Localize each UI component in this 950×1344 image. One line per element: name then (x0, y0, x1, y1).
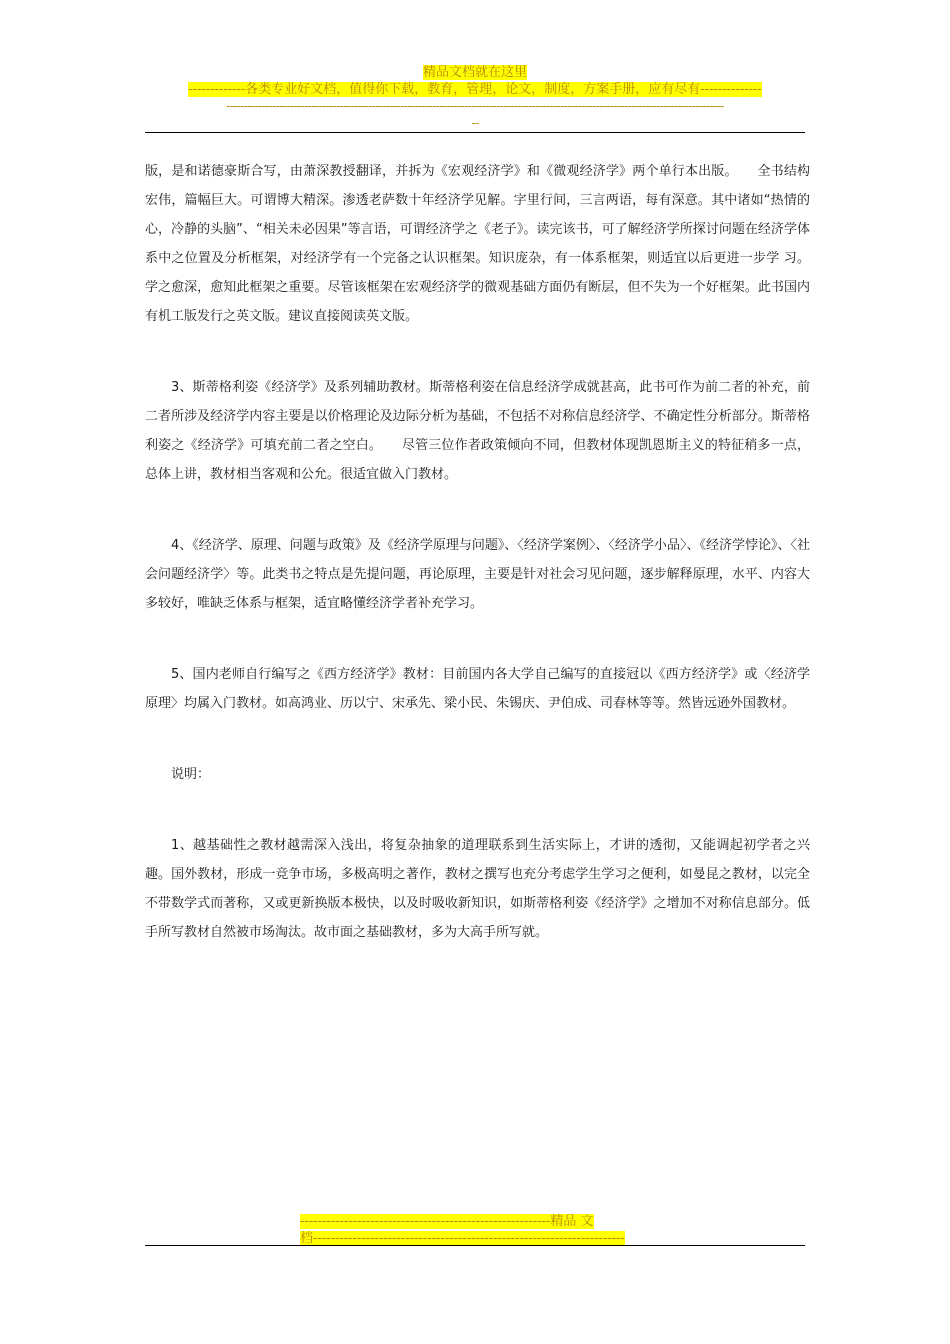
page-footer (300, 1213, 650, 1247)
footer-line-2: 档----------------------------------------------------------------------- (300, 1231, 625, 1246)
header-title: 精品文档就在这里 (422, 65, 527, 80)
paragraph-item-5: 5、国内老师自行编写之《西方经济学》教材：目前国内各大学自己编写的直接冠以《西方经济学》或〈经济学原理〉均属入门教材。如高鸿业、历以宁、宋承先、梁小民、朱锡庆、尹伯成、司春林等等。然皆远逊外国教材。 (145, 667, 810, 711)
page-header (145, 64, 805, 132)
note-heading: 说明： (171, 767, 211, 782)
paragraph-item-3: 3、斯蒂格利姿《经济学》及系列辅助教材。斯蒂格利姿在信息经济学成就甚高，此书可作为前二者的补充，前二者所涉及经济学内容主要是以价格理论及边际分析为基础，不包括不对称信息经济学、不确定性分析部分。斯蒂格利姿之《经济学》可填充前二者之空白。 尽管三位作者政策倾向不同，但教材体现凯恩斯主义的特征稍多一点，总体上讲，教材相当客观和公允。很适宜做入门教材。 (145, 380, 810, 482)
header-dash-line-end: -- (471, 116, 479, 130)
header-subtitle: -------------各类专业好文档，值得你下载，教育，管理，论文，制度，方案手册，应有尽有-------------- (188, 82, 762, 97)
footer-line-1: ---------------------------------------------------------精品 文 (300, 1214, 594, 1229)
note-item-1: 1、越基础性之教材越需深入浅出，将复杂抽象的道理联系到生活实际上，才讲的透彻，又能调起初学者之兴趣。国外教材，形成一竞争市场，多极高明之著作，教材之撰写也充分考虑学生学习之便利，如曼昆之教材，以完全不带数学式而著称，又或更新换版本极快，以及时吸收新知识，如斯蒂格利姿《经济学》之增加不对称信息部分。低手所写教材自然被市场淘汰。故市面之基础教材，多为大高手所写就。 (145, 838, 810, 940)
header-rule (145, 132, 805, 133)
paragraph-1: 版，是和诺德豪斯合写，由萧深教授翻译，并拆为《宏观经济学》和《微观经济学》两个单行本出版。 全书结构宏伟，篇幅巨大。可谓博大精深。渗透老萨数十年经济学见解。字里行间，三言两语，每有深意。其中诸如“热情的心，冷静的头脑”、“相关未必因果”等言语，可谓经济学之《老子》。读完该书，可了解经济学所探讨问题在经济学体系中之位置及分析框架，对经济学有一个完备之认识框架。知识庞杂，有一体系框架，则适宜以后更进一步学 习。学之愈深，愈知此框架之重要。尽管该框架在宏观经济学的微观基础方面仍有断层，但不失为一个好框架。此书国内有机工版发行之英文版。建议直接阅读英文版。 (145, 164, 810, 324)
footer-rule (145, 1245, 805, 1246)
paragraph-item-4: 4、《经济学、原理、问题与政策》及《经济学原理与问题》、〈经济学案例〉、〈经济学小品〉、《经济学悖论》、〈社会问题经济学〉等。此类书之特点是先提问题，再论原理，主要是针对社会习见问题，逐步解释原理，水平、内容大多较好，唯缺乏体系与框架，适宜略懂经济学者补充学习。 (145, 538, 810, 611)
header-dash-line: -------------------------------------------------------------------------------------------------------------------------------------------- (226, 99, 724, 113)
document-body (145, 157, 810, 947)
